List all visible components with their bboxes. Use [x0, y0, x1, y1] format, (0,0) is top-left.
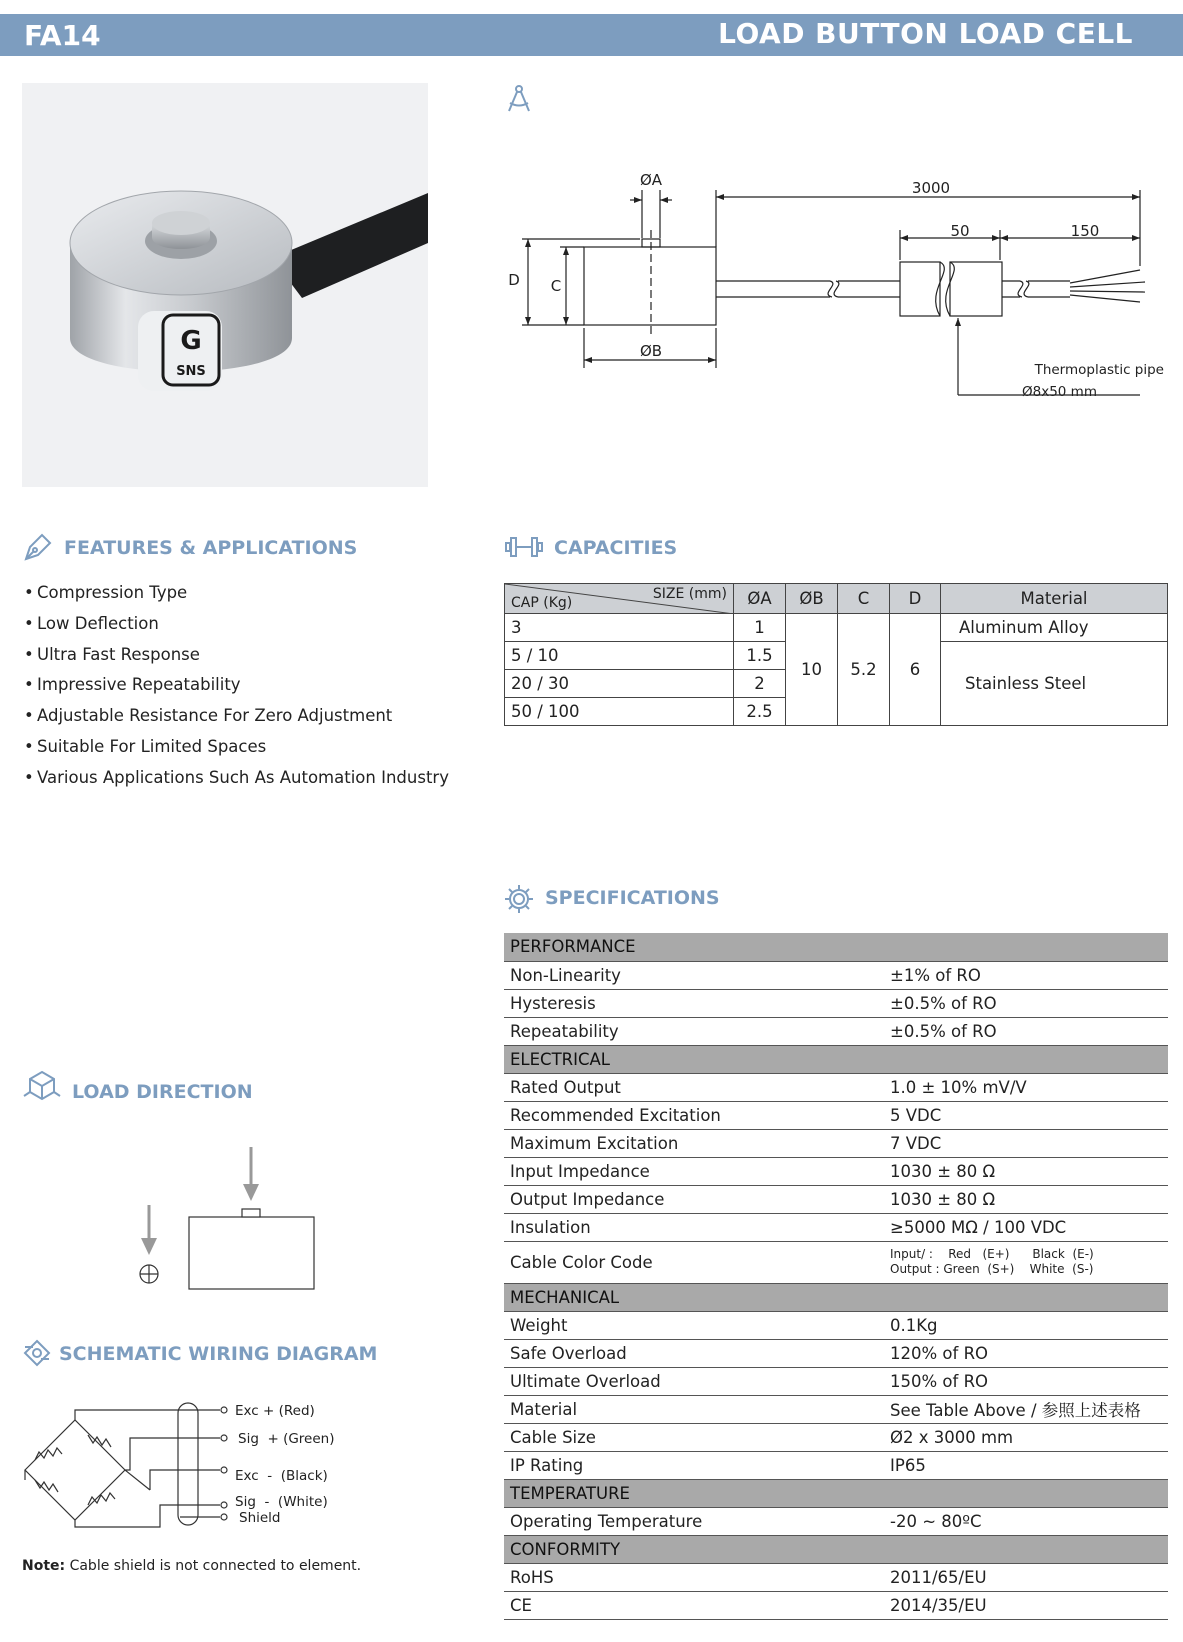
features-list	[24, 578, 449, 794]
list-item: • Various Applications Such As Automation Industry	[24, 767, 449, 787]
spec-group-row: ELECTRICAL	[504, 1045, 1168, 1073]
dim-a-label: ØA	[639, 171, 663, 189]
load-direction-title: LOAD DIRECTION	[72, 1081, 253, 1103]
cube-icon	[22, 1068, 62, 1102]
dim-d-label: D	[508, 271, 520, 289]
col-d-header: D	[890, 584, 941, 614]
table-row: 3 1 10 5.2 6 Aluminum Alloy	[505, 614, 1168, 642]
product-logo-text: SNS	[176, 364, 206, 379]
spec-group-row: PERFORMANCE	[504, 933, 1168, 961]
features-title: FEATURES & APPLICATIONS	[64, 537, 358, 559]
dumbbell-icon	[504, 533, 544, 561]
pipe-label-2: Ø8x50 mm	[1022, 384, 1097, 400]
col-a-header: ØA	[734, 584, 786, 614]
spec-row: Non-Linearity ±1% of RO	[504, 961, 1168, 989]
cable-color-input: Input/ : Red (E+) Black (E-)	[890, 1247, 1094, 1261]
spec-row: IP Rating IP65	[504, 1451, 1168, 1479]
table-row: 20 / 30 2	[505, 670, 1168, 698]
length-wires-label: 150	[1070, 222, 1100, 240]
table-row: 50 / 100 2.5	[505, 698, 1168, 726]
wire-sig-minus: Sig - (White)	[235, 1494, 328, 1510]
pipe-label-1: Thermoplastic pipe	[1034, 362, 1164, 378]
product-title: LOAD BUTTON LOAD CELL	[718, 17, 1133, 50]
wiring-diagram	[20, 1395, 360, 1535]
header-bar	[0, 14, 1183, 56]
dimension-drawing	[500, 170, 1180, 420]
cap-size-header: SIZE (mm) CAP (Kg)	[505, 584, 734, 614]
spec-row: Cable Size Ø2 x 3000 mm	[504, 1423, 1168, 1451]
capacities-table	[504, 583, 1168, 726]
length-total-label: 3000	[911, 179, 951, 197]
spec-row: Maximum Excitation 7 VDC	[504, 1129, 1168, 1157]
pen-icon	[22, 533, 52, 563]
specifications-table	[504, 933, 1168, 1620]
table-row: 5 / 10 1.5 Stainless Steel	[505, 642, 1168, 670]
spec-row: Hysteresis ±0.5% of RO	[504, 989, 1168, 1017]
spec-group-row: CONFORMITY	[504, 1535, 1168, 1563]
col-material-header: Material	[941, 584, 1168, 614]
svg-text:G: G	[180, 326, 202, 356]
spec-row: Material See Table Above / 参照上述表格	[504, 1395, 1168, 1423]
list-item: • Ultra Fast Response	[24, 644, 200, 664]
spec-row: Repeatability ±0.5% of RO	[504, 1017, 1168, 1045]
list-item: • Impressive Repeatability	[24, 675, 241, 695]
spec-row: Ultimate Overload 150% of RO	[504, 1367, 1168, 1395]
gear-icon	[503, 883, 535, 915]
wire-shield: Shield	[239, 1510, 281, 1526]
spec-row: Operating Temperature -20 ~ 80ºC	[504, 1507, 1168, 1535]
wiring-title: SCHEMATIC WIRING DIAGRAM	[59, 1343, 378, 1365]
spec-row: Insulation ≥5000 MΩ / 100 VDC	[504, 1213, 1168, 1241]
list-item: • Adjustable Resistance For Zero Adjustment	[24, 706, 393, 726]
load-direction-diagram	[130, 1140, 330, 1300]
wiring-icon	[22, 1338, 52, 1368]
note-text: Cable shield is not connected to element.	[69, 1558, 362, 1574]
spec-group-row: MECHANICAL	[504, 1283, 1168, 1311]
spec-row: Weight 0.1Kg	[504, 1311, 1168, 1339]
cable-color-output: Output : Green (S+) White (S-)	[890, 1262, 1094, 1276]
spec-row: CE 2014/35/EU	[504, 1591, 1168, 1619]
model-name: FA14	[24, 19, 101, 52]
capacities-title: CAPACITIES	[554, 537, 678, 559]
wire-exc-minus: Exc - (Black)	[235, 1468, 328, 1484]
spec-row: Input Impedance 1030 ± 80 Ω	[504, 1157, 1168, 1185]
spec-group-row: TEMPERATURE	[504, 1479, 1168, 1507]
list-item: • Suitable For Limited Spaces	[24, 736, 267, 756]
spec-row: RoHS 2011/65/EU	[504, 1563, 1168, 1591]
spec-row: Rated Output 1.0 ± 10% mV/V	[504, 1073, 1168, 1101]
dimensions-icon	[504, 84, 534, 114]
specifications-title: SPECIFICATIONS	[545, 887, 720, 909]
product-photo	[22, 83, 428, 487]
dim-c-label: C	[550, 277, 562, 295]
list-item: • Low Deflection	[24, 613, 159, 633]
list-item: • Compression Type	[24, 583, 188, 602]
spec-row: Cable Color Code Input/ : Red (E+) Black (E-) Output : Green (S+) White (S-)	[504, 1241, 1168, 1283]
col-b-header: ØB	[786, 584, 838, 614]
wire-sig-plus: Sig + (Green)	[238, 1431, 335, 1447]
length-pipe-label: 50	[950, 222, 970, 240]
spec-row: Safe Overload 120% of RO	[504, 1339, 1168, 1367]
wire-exc-plus: Exc + (Red)	[235, 1403, 315, 1419]
note-label: Note:	[22, 1558, 66, 1574]
dim-b-label: ØB	[639, 342, 663, 360]
col-c-header: C	[838, 584, 890, 614]
note	[22, 1558, 361, 1574]
spec-row: Output Impedance 1030 ± 80 Ω	[504, 1185, 1168, 1213]
spec-row: Recommended Excitation 5 VDC	[504, 1101, 1168, 1129]
